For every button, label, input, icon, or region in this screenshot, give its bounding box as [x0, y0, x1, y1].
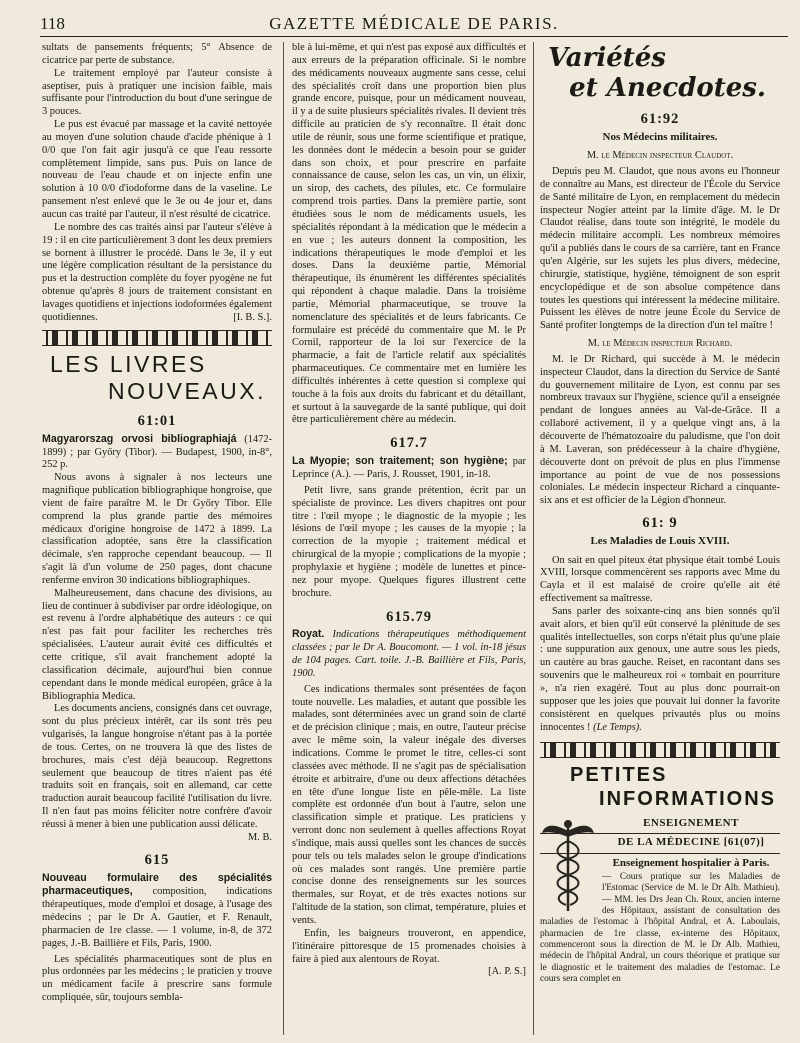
article-byline: M. le Médecin inspecteur Richard. — [587, 338, 733, 350]
section-heading-livres: LES LIVRES NOUVEAUX. — [50, 350, 266, 405]
article-subheading: Enseignement hospitalier à Paris. — [612, 856, 770, 869]
paragraph: Petit livre, sans grande prétention, écrit par un spécialiste de province. Les divers chapitres ont pour titre : l'œil myope ; le diagnostic de la myopie ; les lésions de l'œil myope ; les causes de la myopie ; la correction de la myopie ; traitement médical et chirurgical de la myopie ; complications de la myopie ; prophylaxie et hygiène ; modèle de lunettes et pince-nez pour myope. Quelques figures illustrent cette brochure. — [292, 484, 526, 599]
paragraph: Le traitement employé par l'auteur consiste à aseptiser, puis à pratiquer une incision faible, mais suffisante pour l'introduction du bout d'une seringue de 3 pouces. — [42, 67, 272, 118]
column-1 — [42, 42, 272, 1005]
column-rule — [533, 42, 534, 1035]
column-3 — [540, 42, 780, 985]
book-entry-title: Magyarorszag orvosi bibliographiajá (1472-1899) ; par Győry (Tibor). — Budapest, 1900, in-8°, 252 p. — [42, 432, 272, 471]
classification-number: 615 — [144, 851, 170, 868]
caduceus-icon — [540, 817, 596, 913]
classification-number: 617.7 — [390, 435, 428, 452]
section-heading-varietes: Variétés et Anecdotes. — [548, 43, 766, 103]
book-entry-title: La Myopie; son traitement; son hygiène; par Leprince (A.). — Paris, J. Rousset, 1901, in-18. — [292, 455, 526, 481]
paragraph: Le nombre des cas traités ainsi par l'auteur s'élève à 19 : il en cite particulièrement 3 dont les deux premiers se bornent à illustrer le procédé. Dans le 3e, il y eut une légère complication résultant de la persistance du pus et la destruction complète du foyer pyogène ne fut obtenue qu'après 8 jours de traitement consistant en lavages quotidiens et injections iodoformées également quotidiennes. [I. B. S.]. — [42, 221, 272, 323]
classification-number: 615.79 — [386, 608, 432, 625]
signature: [A. P. S.] — [488, 966, 526, 978]
ornamental-divider — [42, 330, 272, 346]
paragraph: Les spécialités pharmaceutiques sont de plus en plus ordonnées par les médecins ; le praticien y trouve un médicament facile à prescrire sans formule compliquée, sûr, toujours sembla- — [42, 953, 272, 1004]
column-rule — [283, 42, 284, 1035]
paragraph: Sans parler des soixante-cinq ans bien sonnés qu'il avait alors, et bien qu'il eût conservé la plénitude de ses qualités intellectuelles, son corps n'était plus qu'une plaie : une suppuration aux genoux, une autre sous les pieds, un cautère au bras gauche. Reiset, en racontant dans ses souvenirs que le malheureux roi « tombait en pourriture », n'a rien exagéré. Tout au plus donc pourrait-on supposer que les joies que pouvait lui donner la favorite consistèrent en quelques privautés plus ou moins innocentes ! (Le Temps). — [540, 605, 780, 733]
article-subheading: Nos Médecins militaires. — [602, 130, 718, 143]
ornamental-divider — [540, 742, 780, 758]
book-entry-title: Royat. Indications thérapeutiques méthodiquement classées ; par le Dr A. Boucomont. — 1 vol. in-18 jésus de 104 pages. Cart. toile. J.-B. Baillière et Fils, Paris, 1900. — [292, 628, 526, 679]
paragraph: sultats de pansements fréquents; 5° Absence de cicatrice par perte de substance. — [42, 42, 272, 66]
article-byline: M. le Médecin inspecteur Claudot. — [586, 150, 734, 162]
paragraph: ble à lui-même, et qui n'est pas exposé aux difficultés et aux erreurs de la préparation officinale. Si le nombre des médicaments nouveaux augmente sans cesse, celui des spécialités croît dans une proportion bien plus grande encore, puisque, pour un médicament nouveau, il y a de suite plusieurs spécialités rivales. Il devient très difficile au praticien de s'y reconnaître. Il était donc utile de réunir, sous une forme scientifique et pratique, les données dont le médecin a besoin pour se guider dans son choix, et pour prescrire en parfaite connaissance de cause, selon les cas, un vin, un élixir, un sirop, des cachets, des pilules, etc. Ce formulaire comprend trois parties. Dans la première partie, sont étudiées sous le nom de médicaments usuels, les spécialités répondant à la médication que le médecin a en vue ; les auteurs donnent la composition, les indications thérapeutiques le mode d'emploi et les doses. Dans la deuxième partie, Mémorial thérapeutique, ils énumèrent les différentes spécialités qui répondent à chaque maladie. Dans la troisième partie, Mémorial pharmaceutique, se trouve la nomenclature des spécialités et de leurs fabricants. Ce formulaire est précédé du commentaire que M. le Pr Cornil, rapporteur de la loi sur l'exercice de la pharmacie, a fait de l'article relatif aux spécialités pharmaceutiques. Ce commentaire met en lumière les difficultés inhérentes à cette question si complexe qui touche à la fois aux droits du fabricant et du détaillant, et surtout à la sauvegarde de la santé publique, qui doit être particulièrement chère au médecin. — [292, 42, 527, 426]
paragraph: Malheureusement, dans chacune des divisions, au lieu de continuer à subdiviser par ordre idéologique, on est revenu à l'ordre alphabétique des auteurs : ce qui n'est pas fait pour faciliter les recherches très spécialisées. L'auteur aurait évité ces difficultés et cette critique, s'il avait franchement adopté la classification décimale, aujourd'hui bien connue cependant dans le monde médical européen, grâce à la Bibliographia Medica. — [42, 587, 272, 702]
paragraph: On sait en quel piteux état physique était tombé Louis XVIII, lorsque commencèrent ses rapports avec Mme du Cayla et il est malaisé de croire qu'elle ait été effectivement sa maîtresse. — [540, 554, 780, 605]
journal-title: GAZETTE MÉDICALE DE PARIS. — [269, 14, 559, 33]
classification-number: 61:92 — [640, 110, 680, 127]
paragraph: Le pus est évacué par massage et la cavité nettoyée au moyen d'une solution chaude d'acide phénique à 1 0/0 que l'on fait agir jusqu'à ce que l'eau ressorte complètement limpide, sans pus. Puis on lance de nouveau de l'eau chaude et on injecte enfin une solution à 10 0/0 d'iodoforme dans de la vaseline. Le pansement n'est enlevé que le 3e ou 4e jour et, dans aucun cas traité par l'auteur, il n'est résulté de cicatrice. — [42, 119, 272, 220]
column-2 — [292, 42, 526, 979]
info-paragraph: — Cours pratique sur les Maladies de l'Estomac (Service de M. le Dr Alb. Mathieu). — MM. les Drs Jean Ch. Roux, ancien interne des Hôpitaux, assistant de consultation des maladies de l'estomac à l'hôpital Andral, et A. Laboulais, pharmacien de 1re classe, ex-interne des Hôpitaux, commenceront sous la direction de M. le Dr Alb. Mathieu, médecin de l'hôpital Andral, un cours théorique et pratique sur le diagnostic et le traitement des maladies de l'estomac. Le cours sera complet en — [540, 872, 780, 985]
paragraph: Nous avons à signaler à nos lecteurs une magnifique publication bibliographique hongroise, que vient de faire paraître M. le Dr Győry Tibor. Elle comprend la plus grande partie des mémoires médicaux d'origine hongroise de 1472 à 1899. La classification adoptée, sans être la classification décimale, s'en rapproche cependant beaucoup. — Il s'agit là d'un volume de 250 pages, dont chacune renferme environ 30 indications bibliographiques. — [42, 472, 272, 586]
section-heading-petites: PETITES INFORMATIONS — [570, 764, 776, 811]
source-citation: (Le Temps). — [593, 721, 642, 733]
paragraph: Les documents anciens, consignés dans cet ouvrage, sont du plus précieux intérêt, car ils sont très peu vulgarisés, la langue hongroise n'étant pas à la portée de tous. Certes, on ne trouvera là que des listes de brochures, mais c'est déjà beaucoup. Regrettons seulement que beaucoup de titres n'aient pas été traduits soit en français, soit en allemand, car cette traduction aurait beaucoup facilité l'utilisation du livre. Il n'en faut pas moins féliciter notre confrère d'avoir réussi à mener à bien une publication aussi délicate. — [42, 703, 272, 830]
classification-number: 61: 9 — [642, 515, 678, 532]
signature: M. B. — [248, 831, 272, 843]
paragraph: Ces indications thermales sont présentées de façon toute nouvelle. Les maladies, et autant que possible les malades, sont déterminées avec un grand soin de clarté et de précision clinique ; mais, en outre, l'auteur précise avec le même soin, la valeur inégale des diverses indications. Comme le promet le titre, celles-ci sont classées avec méthode. Il ne s'agit pas de spécialisation étroite et arbitraire, d'une ou deux affections détachées en tête d'une longue liste en pêle-mêle. La liste complète est ordonnée d'un bout à l'autre, selon une classification simple et pratique. Les praticiens y verront donc non seulement à quelles affections Royat s'indique, mais aussi quelles sont les chances de succès pour tels ou tels malades selon le groupe d'indications où ces malades sont rangés. Une première partie concise donne des renseignements sur les sources thermales, sur Royat, et de très exactes notions sur l'altitude de la station, son climat, température, pluies et vents. — [292, 683, 526, 926]
article-subheading: Les Maladies de Louis XVIII. — [590, 534, 730, 547]
page-header — [40, 10, 788, 37]
signature: [I. B. S.]. — [233, 311, 272, 323]
paragraph: Depuis peu M. Claudot, que nous avons eu l'honneur de connaître au Mans, est directeur de l'École du Service de Santé militaire de Lyon, en remplacement du médecin inspecteur Nogier atteint par la limite d'âge. M. le Dr Claudot réalise, dans toute son intégrité, le modèle du médecin militaire accompli. Les nombreux mémoires qu'il a publiés dans le cours de sa carrière, tant en France qu'en Algérie, sur les sujets les plus divers, médecine, chirurgie, statistique, hygiène, témoignent de son esprit encyclopédique et de son absolue compétence dans toutes les questions qui intéressent la médecine militaire. Puissent les élèves de notre jeune École du Service de Santé profiter longtemps de la direction d'un tel maître ! — [540, 166, 780, 332]
paragraph: Enfin, les baigneurs trouveront, en appendice, l'itinéraire pittoresque de 15 promenades choisies à faire à pied aux alentours de Royat. — [292, 927, 526, 965]
page-number: 118 — [40, 14, 65, 33]
enseignement-heading: ENSEIGNEMENT DE LA MÉDECINE [61(07)] — [540, 817, 780, 853]
paragraph: M. le Dr Richard, qui succède à M. le médecin inspecteur Claudot, dans la direction du Service de Santé du gouvernement militaire de Lyon, est connu par ses nombreux travaux sur l'hygiène, science qu'il a enseignée pendant de longues années au Val-de-Grâce. Il a collaboré activement, il y a quelque vingt ans, à la découverte de l'hématozoaire du paludisme, que l'on doit à M. Laveran, son prédécesseur à la chaire d'hygiène, découverte dont on prévoit de plus en plus l'immense importance au point de vue de nos possessions coloniales. Le médecin inspecteur Richard a cinquante-six ans et est officier de la Légion d'honneur. — [540, 353, 780, 507]
book-entry-title: Nouveau formulaire des spécialités pharmaceutiques, composition, indications thérapeutiques, mode d'emploi et dosage, à l'usage des médecins ; par le Dr A. Gautier, et F. Renault, pharmacien de 1re classe. — 1 volume, in-8, de 372 pages, J.-B. Baillière et Fils, Paris, 1900. — [42, 871, 272, 949]
classification-number: 61:01 — [137, 412, 177, 429]
